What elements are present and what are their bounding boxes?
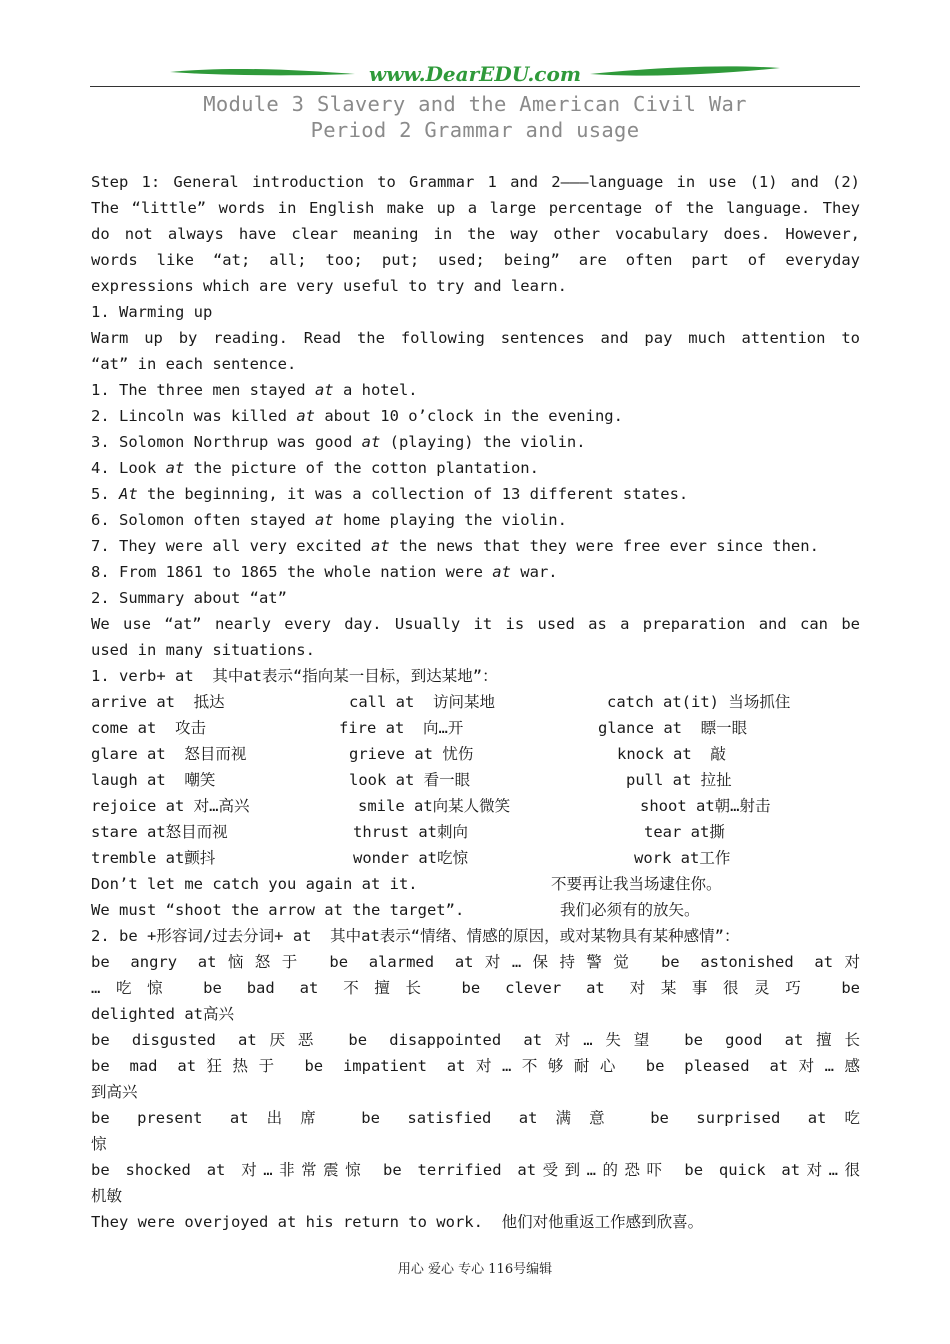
adjective-line: 到高兴 [91,1083,138,1101]
example-sentence: 6. Solomon often stayed at home playing the violin. [91,511,567,529]
adjective-line: delighted at高兴 [91,1005,234,1023]
example-sentence: They were overjoyed at his return to work. 他们对他重返工作感到欣喜。 [91,1213,704,1231]
example-sentence: 2. Lincoln was killed at about 10 o’clock in the evening. [91,407,623,425]
example-sentence: 4. Look at the picture of the cotton plantation. [91,459,539,477]
adjective-line: be angry at恼怒于 be alarmed at对…保持警觉 be astonished at对 [91,953,860,971]
site-logo [170,62,780,86]
section-heading: 2. be +形容词/过去分词+ at 其中at表示“情绪、情感的原因，或对某物具有某种感情”： [91,927,740,945]
step1-line: Step 1: General introduction to Grammar 1 and 2———language in use (1) and (2) [91,173,860,191]
verb-row: arrive at 抵达 call at 访问某地 catch at(it) 当场抓住 [91,693,791,711]
document-body [91,169,860,1235]
intro-line: The “little” words in English make up a large percentage of the language. They [91,199,860,217]
adjective-line: 机敏 [91,1187,123,1205]
verb-row: rejoice at 对…高兴 smile at向某人微笑 shoot at朝…射击 [91,797,771,815]
intro-line: do not always have clear meaning in the way other vocabulary does. However, [91,225,860,243]
section-heading: 1. Warming up [91,303,213,321]
intro-line: words like “at; all; too; put; used; being” are often part of everyday [91,251,860,269]
intro-line: expressions which are very useful to try and learn. [91,277,567,295]
verb-row: come at 攻击 fire at 向…开 glance at 瞟一眼 [91,719,748,737]
page-subtitle: Period 2 Grammar and usage [310,118,640,142]
adjective-line: be mad at狂热于 be impatient at对…不够耐心 be pleased at对…感 [91,1057,860,1075]
example-sentence: 3. Solomon Northrup was good at (playing) the violin. [91,433,586,451]
example-sentence: 7. They were all very excited at the news that they were free ever since then. [91,537,819,555]
summary-line: We use “at” nearly every day. Usually it is used as a preparation and can be [91,615,860,633]
verb-row: stare at怒目而视 thrust at刺向 tear at撕 [91,823,725,841]
example-translation: Don’t let me catch you again at it. 不要再让我当场逮住你。 [91,875,722,893]
example-sentence: 8. From 1861 to 1865 the whole nation were at war. [91,563,558,581]
warmup-line: Warm up by reading. Read the following sentences and pay much attention to [91,329,860,347]
adjective-line: 惊 [91,1135,107,1153]
verb-row: tremble at颤抖 wonder at吃惊 work at工作 [91,849,731,867]
page-title: Module 3 Slavery and the American Civil War [203,92,747,116]
section-heading: 2. Summary about “at” [91,589,287,607]
adjective-line: be shocked at 对…非常震惊 be terrified at受到…的恐吓 be quick at对…很 [91,1161,860,1179]
verb-row: laugh at 嘲笑 look at 看一眼 pull at 拉扯 [91,771,732,789]
example-sentence: 1. The three men stayed at a hotel. [91,381,418,399]
warmup-line: “at” in each sentence. [91,355,297,373]
example-sentence: 5. At the beginning, it was a collection of 13 different states. [91,485,689,503]
page-footer: 用心 爱心 专心 116号编辑 [397,1262,553,1277]
adjective-line: be present at出席 be satisfied at满意 be surprised at吃 [91,1109,860,1127]
verb-row: glare at 怒目而视 grieve at 忧伤 knock at 敲 [91,745,726,763]
header-rule [90,86,860,87]
summary-line: used in many situations. [91,641,315,659]
section-heading: 1. verb+ at 其中at表示“指向某一目标，到达某地”： [91,667,498,685]
site-logo-text: www.DearEDU.com [368,62,582,86]
example-translation: We must “shoot the arrow at the target”. 我们必须有的放矢。 [91,901,700,919]
adjective-line: be disgusted at厌恶 be disappointed at对…失望 be good at擅长 [91,1031,860,1049]
adjective-line: …吃惊 be bad at 不擅长 be clever at 对某事很灵巧 be [91,979,860,997]
